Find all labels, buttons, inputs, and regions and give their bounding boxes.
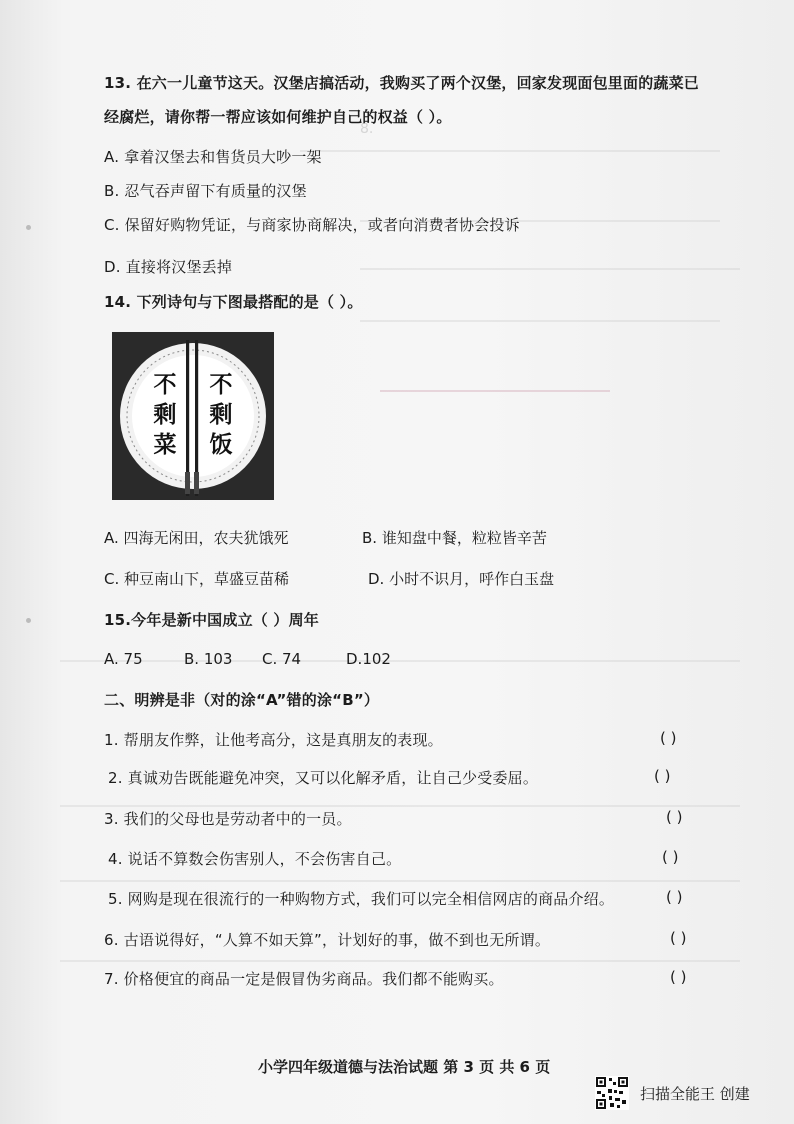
bleed-through-line bbox=[60, 880, 740, 882]
q15-option-c[interactable]: C. 74 bbox=[262, 650, 302, 668]
tf-item-6: 6. 古语说得好，“人算不如天算”，计划好的事，做不到也无所谓。 bbox=[104, 931, 551, 949]
tf-answer-5[interactable]: ( ) bbox=[666, 888, 683, 906]
tf-answer-1[interactable]: ( ) bbox=[660, 729, 677, 747]
plate-right-char-3: 饭 bbox=[209, 432, 233, 458]
tf-answer-3[interactable]: ( ) bbox=[666, 808, 683, 826]
chopsticks-plate-icon bbox=[112, 332, 274, 500]
tf-item-5: 5. 网购是现在很流行的一种购物方式，我们可以完全相信网店的商品介绍。 bbox=[108, 890, 615, 908]
plate-right-char-2: 剩 bbox=[209, 402, 233, 428]
tf-item-7: 7. 价格便宜的商品一定是假冒伪劣商品。我们都不能购买。 bbox=[104, 970, 504, 988]
page-footer: 小学四年级道德与法治试题 第 3 页 共 6 页 bbox=[258, 1058, 551, 1076]
q14-option-c[interactable]: C. 种豆南山下，草盛豆苗稀 bbox=[104, 570, 290, 588]
q13-stem-line2: 经腐烂，请你帮一帮应该如何维护自己的权益（ ）。 bbox=[104, 108, 452, 126]
tf-item-2: 2. 真诚劝告既能避免冲突，又可以化解矛盾，让自己少受委屈。 bbox=[108, 769, 539, 787]
q13-option-d[interactable]: D. 直接将汉堡丢掉 bbox=[104, 258, 233, 276]
tf-answer-6[interactable]: ( ) bbox=[670, 929, 687, 947]
q15-option-d[interactable]: D.102 bbox=[346, 650, 391, 668]
q13-option-a[interactable]: A. 拿着汉堡去和售货员大吵一架 bbox=[104, 148, 322, 166]
scanner-watermark: 扫描全能王 创建 bbox=[640, 1085, 750, 1103]
tf-item-4: 4. 说话不算数会伤害别人，不会伤害自己。 bbox=[108, 850, 402, 868]
plate-right-char-1: 不 bbox=[209, 372, 233, 398]
bleed-through-line bbox=[360, 320, 720, 322]
plate-left-char-1: 不 bbox=[153, 372, 177, 398]
q13-stem-line1: 13. 在六一儿童节这天。汉堡店搞活动，我购买了两个汉堡，回家发现面包里面的蔬菜已 bbox=[104, 74, 699, 92]
plate-left-char-2: 剩 bbox=[153, 402, 177, 428]
q15-stem: 15.今年是新中国成立（ ）周年 bbox=[104, 611, 319, 629]
q14-plate-image bbox=[112, 332, 274, 500]
q14-option-b[interactable]: B. 谁知盘中餐，粒粒皆辛苦 bbox=[362, 529, 547, 547]
q14-option-d[interactable]: D. 小时不识月，呼作白玉盘 bbox=[368, 570, 555, 588]
q15-option-b[interactable]: B. 103 bbox=[184, 650, 233, 668]
tf-answer-4[interactable]: ( ) bbox=[662, 848, 679, 866]
bleed-through-line bbox=[60, 805, 740, 807]
tf-item-1: 1. 帮朋友作弊，让他考高分，这是真朋友的表现。 bbox=[104, 731, 443, 749]
q15-option-a[interactable]: A. 75 bbox=[104, 650, 143, 668]
tf-answer-2[interactable]: ( ) bbox=[654, 767, 671, 785]
q14-stem: 14. 下列诗句与下图最搭配的是（ ）。 bbox=[104, 293, 363, 311]
qr-code-icon bbox=[595, 1076, 629, 1110]
bleed-through-line bbox=[60, 960, 740, 962]
tf-item-3: 3. 我们的父母也是劳动者中的一员。 bbox=[104, 810, 352, 828]
q13-option-b[interactable]: B. 忍气吞声留下有质量的汉堡 bbox=[104, 182, 307, 200]
section2-title: 二、明辨是非（对的涂“A”错的涂“B”） bbox=[104, 691, 380, 709]
bleed-through-line bbox=[60, 660, 740, 662]
bleed-through-line bbox=[380, 390, 610, 392]
q13-option-c[interactable]: C. 保留好购物凭证，与商家协商解决，或者向消费者协会投诉 bbox=[104, 216, 520, 234]
binding-hole bbox=[26, 225, 31, 230]
q14-option-a[interactable]: A. 四海无闲田，农夫犹饿死 bbox=[104, 529, 289, 547]
bleed-through-line bbox=[300, 150, 720, 152]
bleed-through-text: 8. bbox=[360, 121, 584, 137]
plate-left-char-3: 菜 bbox=[153, 432, 177, 458]
tf-answer-7[interactable]: ( ) bbox=[670, 968, 687, 986]
bleed-through-line bbox=[360, 268, 740, 270]
binding-hole bbox=[26, 618, 31, 623]
